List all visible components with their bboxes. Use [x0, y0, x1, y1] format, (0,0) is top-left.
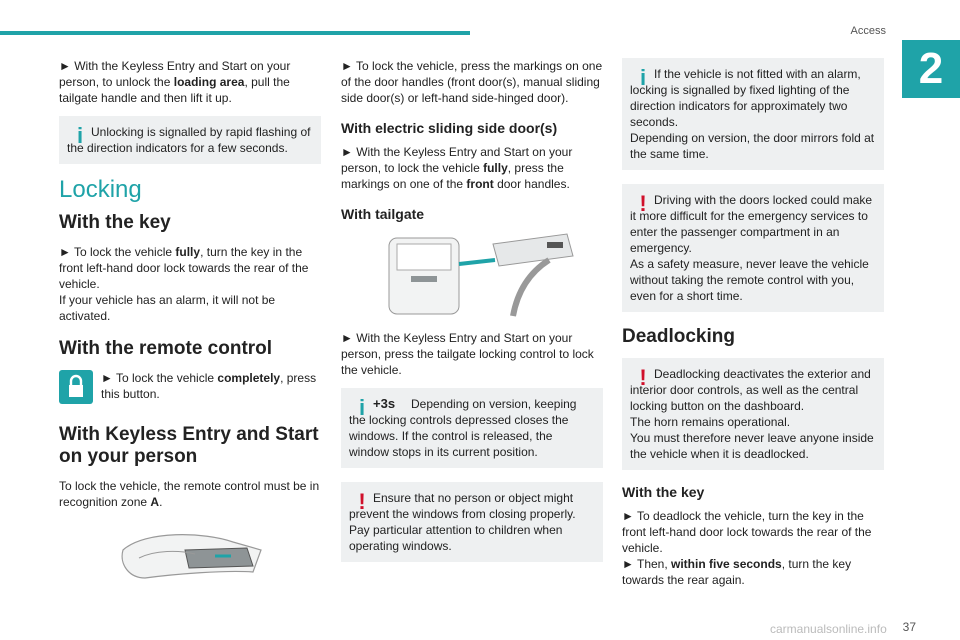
- warning-icon: !: [358, 489, 366, 514]
- info-icon: i: [358, 395, 366, 420]
- tailgate-illustration: [367, 230, 577, 320]
- heading-keyless: With Keyless Entry and Start on your person: [59, 424, 319, 467]
- info-icon: i: [639, 65, 647, 90]
- column-2: [341, 58, 603, 576]
- section-title: Access: [850, 25, 886, 37]
- heading-remote-control: With the remote control: [59, 338, 273, 359]
- paragraph-key: ► To lock the vehicle fully, turn the key in the front left-hand door lock towards the rear of the vehicle. If your vehicle has an alarm, it will not be activated.: [59, 245, 309, 323]
- watermark: carmanualsonline.info: [770, 622, 887, 636]
- warning-windows: ! Ensure that no person or object might prevent the windows from closing properly. Pay particular attention to children when operating windows.: [341, 482, 603, 562]
- heading-with-key-deadlock: With the key: [622, 484, 705, 500]
- warning-driving-locked: ! Driving with the doors locked could make it more difficult for the emergency services to enter the passenger compartment in an emergency. As a safety measure, never leave the vehicle without taking the remote control with you, even for a short time.: [622, 184, 884, 312]
- heading-electric-doors: With electric sliding side door(s): [341, 120, 558, 136]
- chapter-number: 2: [902, 40, 960, 98]
- info-note-alarm: i If the vehicle is not fitted with an alarm, locking is signalled by fixed lighting of the direction indicators for approximately two seconds. Depending on version, the door mirrors fold at the same time.: [622, 58, 884, 170]
- paragraph-electric: ► With the Keyless Entry and Start on your person, to lock the vehicle fully, press the markings on one of the front door handles.: [341, 145, 573, 191]
- header-bar: [0, 31, 470, 35]
- info-icon: i: [76, 123, 84, 148]
- heading-locking: Locking: [59, 176, 142, 203]
- info-note: i Unlocking is signalled by rapid flashing of the direction indicators for a few seconds.: [59, 116, 321, 164]
- heading-tailgate: With tailgate: [341, 206, 425, 222]
- column-1: [59, 58, 321, 582]
- padlock-icon: [59, 370, 93, 404]
- paragraph-deadlock-key: ► To deadlock the vehicle, turn the key in the front left-hand door lock towards the rear of the vehicle. ► Then, within five seconds, turn the key towards the rear again.: [622, 509, 872, 587]
- info-note-3s: i +3s Depending on version, keeping the locking controls depressed closes the windows. If the control is released, the window stops in its current position.: [341, 388, 603, 468]
- paragraph-keyless: To lock the vehicle, the remote control must be in recognition zone A.: [59, 479, 320, 509]
- heading-deadlocking: Deadlocking: [622, 326, 735, 347]
- remote-instruction: ► To lock the vehicle completely, press this button.: [59, 370, 321, 410]
- heading-with-key: With the key: [59, 212, 171, 233]
- column-3: [622, 58, 884, 598]
- warning-deadlocking: ! Deadlocking deactivates the exterior and interior door controls, as well as the central locking button on the dashboard. The horn remains operational. You must therefore never leave anyone inside the vehicle when it is deadlocked.: [622, 358, 884, 470]
- timer-3s-icon: +3s: [373, 396, 396, 411]
- paragraph-unlock-loading: ► With the Keyless Entry and Start on your person, to unlock the loading area, pull the tailgate handle and then lift it up.: [59, 59, 291, 105]
- door-handle-illustration: [115, 520, 265, 582]
- warning-icon: !: [639, 191, 647, 216]
- paragraph-tailgate: ► With the Keyless Entry and Start on your person, press the tailgate locking control to lock the vehicle.: [341, 331, 594, 377]
- page-number: 37: [902, 620, 916, 634]
- warning-icon: !: [639, 365, 647, 390]
- paragraph-door-markings: ► To lock the vehicle, press the markings on one of the door handles (front door(s), manual sliding side door(s) or left-hand side-hinged door).: [341, 59, 603, 105]
